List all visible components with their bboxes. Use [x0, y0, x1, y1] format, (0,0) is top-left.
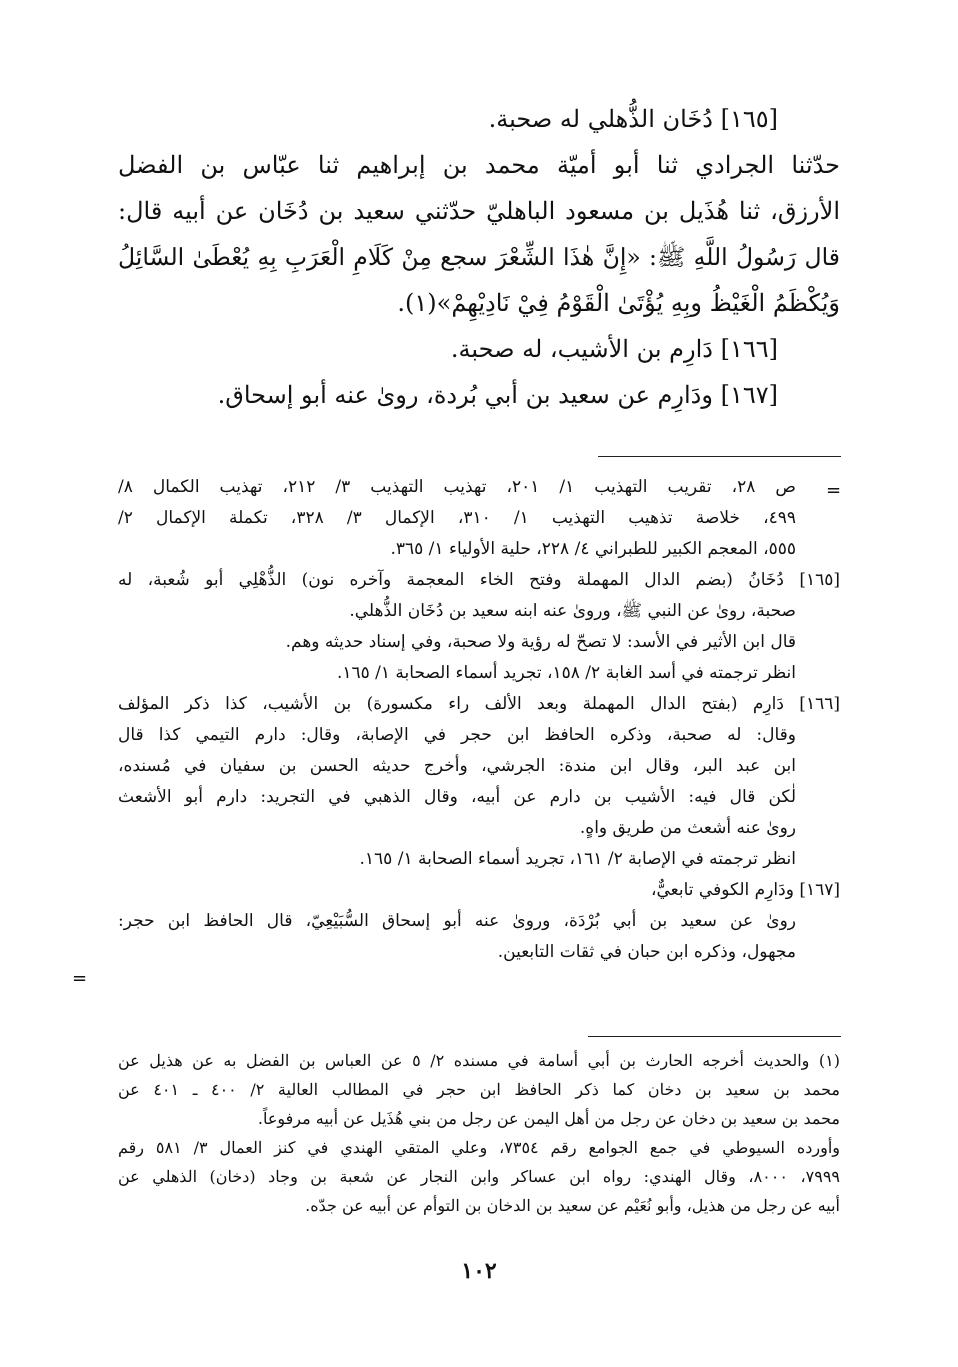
entry-167-heading: [١٦٧] ودَارِم عن سعيد بن أبي بُردة، روىٰ عنه أبو إسحاق.	[217, 381, 778, 409]
hadith-isnad-line: الأرزق، ثنا هُذَيل بن مسعود الباهليّ حدّثني سعيد بن دُخَان عن أبيه قال:	[118, 197, 840, 225]
footnote-line: محمد بن سعيد بن دخان كما ذكر الحافظ ابن حجر في المطالب العالية ٢/ ٤٠٠ ـ ٤٠١ عن	[118, 1080, 840, 1099]
footnote-line: [١٦٦] دَارِم (بفتح الدال المهملة وبعد الألف راء مكسورة) بن الأشيب، كذا ذكر المؤلف	[118, 694, 840, 714]
footnote-line: ٧٩٩٩، ٨٠٠٠، وقال الهندي: رواه ابن عساكر وابن النجار عن شعبة بن وجاد (دخان) الذهلي عن	[118, 1167, 841, 1186]
footnote-line: ص ٢٨، تقريب التهذيب ١/ ٢٠١، تهذيب التهذيب ٣/ ٢١٢، تهذيب الكمال ٨/	[118, 477, 796, 497]
footnote-line: ٤٩٩، خلاصة تذهيب التهذيب ١/ ٣١٠، الإكمال ٣/ ٣٢٨، تكملة الإكمال ٢/	[118, 508, 796, 528]
hadith-isnad-line: حدّثنا الجرادي ثنا أبو أميّة محمد بن إبراهيم ثنا عبّاس بن الفضل	[118, 151, 840, 179]
footnote-line: ٥٥٥، المعجم الكبير للطبراني ٤/ ٢٢٨، حلية الأولياء ١/ ٣٦٥.	[390, 539, 796, 559]
footnote-line: وأورده السيوطي في جمع الجوامع رقم ٧٣٥٤، وعلي المتقي الهندي في كنز العمال ٣/ ٥٨١ رقم	[118, 1138, 841, 1157]
entry-166-heading: [١٦٦] دَارِم بن الأشيب، له صحبة.	[450, 335, 778, 363]
footnote-line: قال ابن الأثير في الأسد: لا تصحّ له رؤية ولا صحبة، وفي إسناد حديثه وهم.	[285, 632, 796, 652]
hadith-matn-line: وَيُكْظَمُ الْغَيْظُ وبِهِ يُؤْتَىٰ الْقَوْمُ فِيْ نَادِيْهِمْ»(١).	[397, 289, 840, 317]
footnote-divider	[588, 1036, 841, 1037]
footnote-line: محمد بن سعيد بن دخان عن رجل من أهل اليمن عن رجل من بني هُذَيل عن أبيه مرفوعاً.	[257, 1109, 840, 1128]
entry-165-heading: [١٦٥] دُخَان الذُّهلي له صحبة.	[488, 105, 778, 133]
continuation-mark: =	[72, 968, 88, 989]
footnote-line: أبيه عن رجل من هذيل، وأبو نُعَيْم عن سعيد بن الدخان بن التوأم عن أبيه عن جدّه.	[305, 1196, 840, 1215]
page-number: ١٠٢	[461, 1258, 497, 1284]
footnote-line: انظر ترجمته في الإصابة ٢/ ١٦١، تجريد أسماء الصحابة ١/ ١٦٥.	[359, 849, 796, 869]
footnote-line: مجهول، وذكره ابن حبان في ثقات التابعين.	[497, 942, 796, 962]
footnotes-biographical	[118, 472, 840, 968]
footnotes-hadith	[118, 1046, 840, 1220]
footnote-line: صحبة، روىٰ عن النبي ﷺ، وروىٰ عنه ابنه سعيد بن دُخَان الذُّهلي.	[349, 601, 796, 621]
footnote-line: ابن عبد البر، وقال ابن مندة: الجرشي، وأخرج حديثه الحسن بن سفيان في مُسنده،	[118, 756, 796, 776]
footnote-line: وقال: له صحبة، وذكره الحافظ ابن حجر في الإصابة، وقال: دارم التيمي كذا قال	[118, 725, 796, 745]
footnote-line: روىٰ عنه أشعث من طريق واهٍ.	[579, 818, 796, 838]
footnote-line: [١٦٥] دُخَانُ (بضم الدال المهملة وفتح الخاء المعجمة وآخره نون) الذُّهْلِي أبو شُعبة، له	[118, 570, 840, 590]
footnote-line: [١٦٧] ودَارِم الكوفي تابعيٌّ،	[651, 880, 840, 900]
footnote-line: (١) والحديث أخرجه الحارث بن أبي أسامة في مسنده ٢/ ٥ عن العباس بن الفضل به عن هذيل عن	[118, 1051, 840, 1070]
continuation-mark: =	[826, 480, 842, 501]
hadith-matn-line: قال رَسُولُ اللَّهِ ﷺ: «إِنَّ هٰذَا الشِّعْرَ سجع مِنْ كَلَامِ الْعَرَبِ بِهِ يُعْطَىٰ السَّائِلُ	[118, 243, 840, 271]
main-text	[118, 96, 840, 418]
footnote-line: لٰكن قال فيه: الأشيب بن دارم عن أبيه، وقال الذهبي في التجريد: دارم أبو الأشعث	[118, 787, 796, 807]
footnote-line: انظر ترجمته في أسد الغابة ٢/ ١٥٨، تجريد أسماء الصحابة ١/ ١٦٥.	[336, 663, 796, 683]
footnote-line: روىٰ عن سعيد بن أبي بُرْدَة، وروىٰ عنه أبو إسحاق السُّبَيْعِيّ، قال الحافظ ابن حجر:	[118, 911, 796, 931]
footnote-divider	[598, 456, 841, 457]
